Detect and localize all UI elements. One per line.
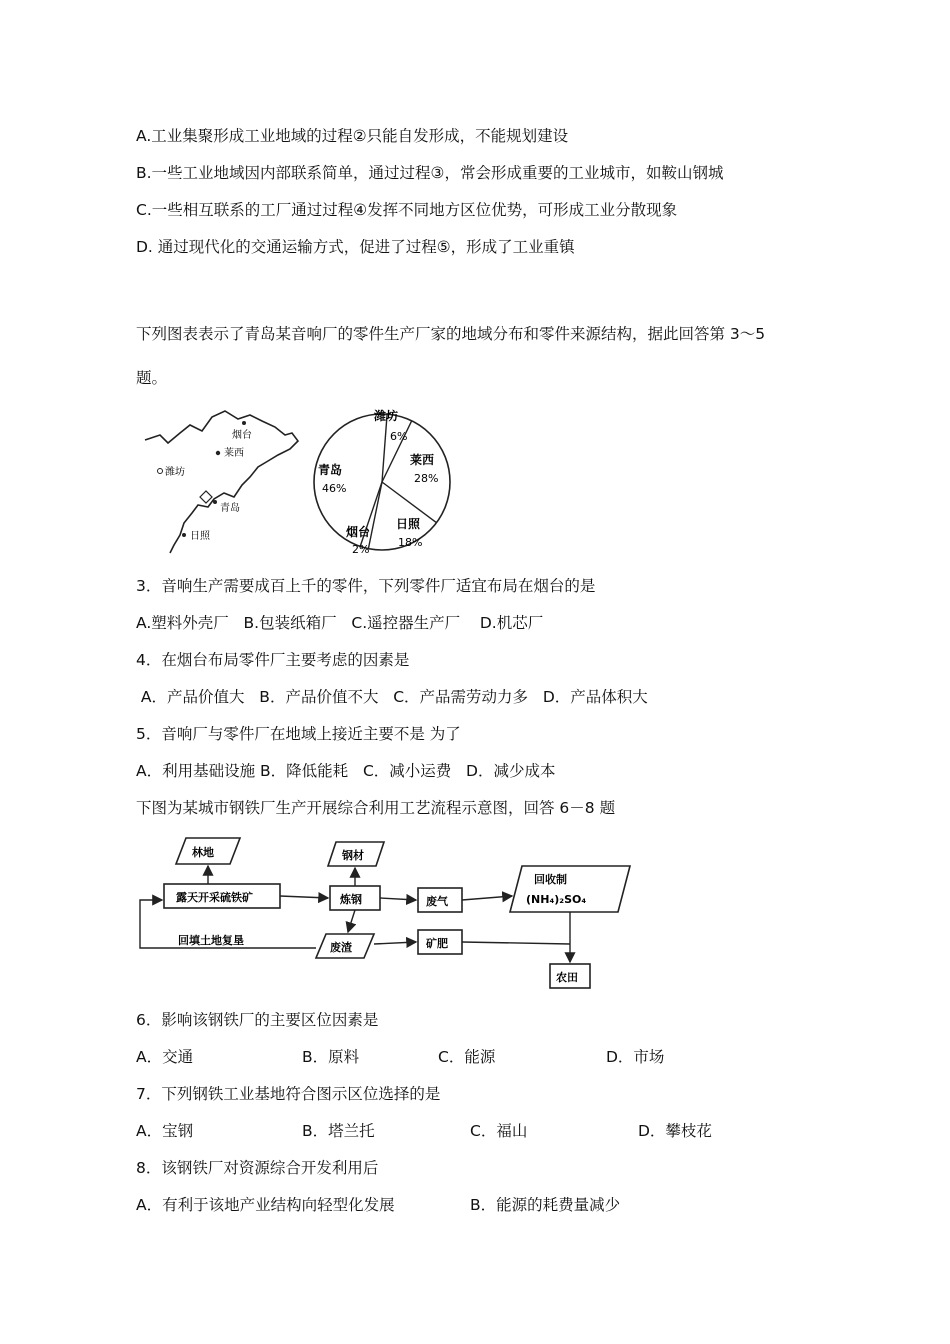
q2-option-d: D. 通过现代化的交通运输方式，促进了过程⑤，形成了工业重镇 xyxy=(136,238,575,256)
yantai-dot xyxy=(242,421,246,425)
flow-diagram xyxy=(130,830,650,995)
coast-map xyxy=(140,405,315,555)
pie-pct-laixi: 28% xyxy=(414,472,439,485)
flow-gas: 废气 xyxy=(426,895,448,908)
flow-recycle-line2: (NH₄)₂SO₄ xyxy=(526,893,587,906)
arrow-smelt-gas xyxy=(380,898,416,900)
q8-option-b: B．能源的耗费量减少 xyxy=(470,1196,621,1214)
map-label-weifang: 潍坊 xyxy=(165,467,185,478)
qingdao-dot xyxy=(213,500,217,504)
weifang-dot xyxy=(158,469,163,474)
q7-stem: 7．下列钢铁工业基地符合图示区位选择的是 xyxy=(136,1085,441,1103)
flow-farm: 农田 xyxy=(556,971,578,984)
q6-option-a: A．交通 xyxy=(136,1048,194,1066)
pie-label-weifang: 潍坊 xyxy=(374,409,399,423)
flow-recycle-line1: 回收制 xyxy=(534,873,567,886)
q7-option-a: A．宝钢 xyxy=(136,1122,194,1140)
pie-pct-qingdao: 46% xyxy=(322,482,347,495)
q8-stem: 8．该钢铁厂对资源综合开发利用后 xyxy=(136,1159,379,1177)
arrow-gas-recycle xyxy=(462,896,512,900)
q4-options: A．产品价值大 B．产品价值不大 C．产品需劳动力多 D．产品体积大 xyxy=(136,688,648,706)
flow-smelt: 炼钢 xyxy=(340,893,362,906)
q4-stem: 4．在烟台布局零件厂主要考虑的因素是 xyxy=(136,651,410,669)
q6-option-d: D．市场 xyxy=(606,1048,665,1066)
pie-pct-yantai: 2% xyxy=(352,543,370,556)
pie-label-yantai: 烟台 xyxy=(346,525,371,539)
q7-option-c: C．福山 xyxy=(470,1122,528,1140)
q5-stem: 5．音响厂与零件厂在地域上接近主要不是 为了 xyxy=(136,725,461,743)
q2-option-a: A.工业集聚形成工业地域的过程②只能自发形成，不能规划建设 xyxy=(136,127,569,145)
arrow-slag-fert xyxy=(374,942,416,944)
pie-chart xyxy=(310,402,460,562)
map-label-qingdao: 青岛 xyxy=(220,503,240,514)
flow-backfill: 回填土地复垦 xyxy=(178,934,244,947)
intro-6-8: 下图为某城市钢铁厂生产开展综合利用工艺流程示意图，回答 6－8 题 xyxy=(136,799,616,817)
bay-outline xyxy=(200,491,212,503)
q6-stem: 6．影响该钢铁厂的主要区位因素是 xyxy=(136,1011,379,1029)
arrow-smelt-slag xyxy=(348,910,355,932)
q3-options: A.塑料外壳厂 B.包装纸箱厂 C.遥控器生产厂 D.机芯厂 xyxy=(136,614,544,632)
arrow-mine-smelt xyxy=(280,896,328,898)
q8-option-a: A．有利于该地产业结构向轻型化发展 xyxy=(136,1196,395,1214)
map-label-laixi: 莱西 xyxy=(224,448,244,459)
q6-option-b: B．原料 xyxy=(302,1048,360,1066)
flow-mine: 露天开采硫铁矿 xyxy=(176,891,253,904)
flow-slag: 废渣 xyxy=(330,941,352,954)
laixi-dot xyxy=(216,451,220,455)
intro-3-5-line1: 下列图表表示了青岛某音响厂的零件生产厂家的地域分布和零件来源结构，据此回答第 3～5 xyxy=(136,325,766,343)
q7-option-b: B．塔兰托 xyxy=(302,1122,375,1140)
line-fert-farm xyxy=(462,942,570,944)
pie-pct-rizhao: 18% xyxy=(398,536,423,549)
coastline xyxy=(145,411,298,553)
pie-label-qingdao: 青岛 xyxy=(318,463,343,477)
pie-label-rizhao: 日照 xyxy=(396,517,421,531)
q2-option-c: C.一些相互联系的工厂通过过程④发挥不同地方区位优势，可形成工业分散现象 xyxy=(136,201,678,219)
intro-3-5-line2: 题。 xyxy=(136,369,168,387)
map-label-rizhao: 日照 xyxy=(190,531,210,542)
pie-label-laixi: 莱西 xyxy=(410,453,435,467)
q3-stem: 3．音响生产需要成百上千的零件，下列零件厂适宜布局在烟台的是 xyxy=(136,577,596,595)
q5-options: A．利用基础设施 B．降低能耗 C．减小运费 D．减少成本 xyxy=(136,762,556,780)
rizhao-dot xyxy=(182,533,186,537)
flow-forest: 林地 xyxy=(192,846,214,859)
flow-fert: 矿肥 xyxy=(426,937,448,950)
flow-steel: 钢材 xyxy=(342,849,364,862)
map-label-yantai: 烟台 xyxy=(232,430,252,441)
q2-option-b: B.一些工业地域因内部联系简单，通过过程③，常会形成重要的工业城市，如鞍山钢城 xyxy=(136,164,724,182)
pie-pct-weifang: 6% xyxy=(390,430,408,443)
q6-option-c: C．能源 xyxy=(438,1048,496,1066)
q7-option-d: D．攀枝花 xyxy=(638,1122,712,1140)
